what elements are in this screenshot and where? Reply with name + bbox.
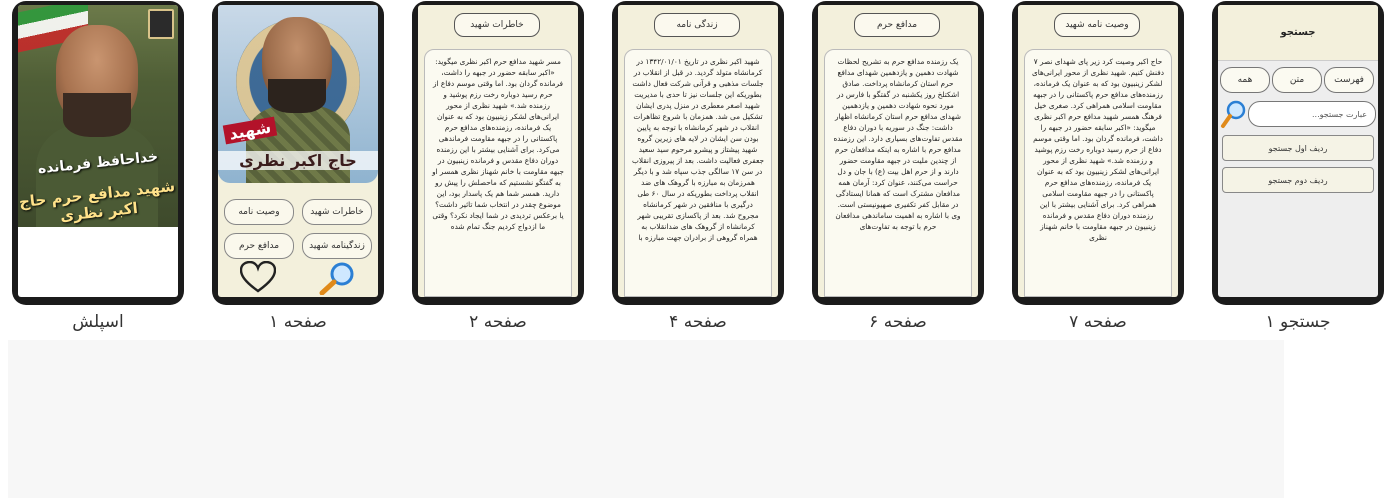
screen-label: اسپلش [72, 312, 124, 332]
article-text[interactable]: حاج اکبر وصیت کرد زیر پای شهدای نصر ۷ دفنش کنیم. شهید نظری از محور ایرانی‌های لشکر زینبیون بود که به عنوان یک فرمانده، رزمنده‌های مدافع حرم پاکستانی را در جبهه مقاومت اسلامی همراهی کرد. صغری خیل فرهنگ همسر شهید مدافع حرم اکبر نظری میگوید: «اکبر سابقه حضور در جبهه را داشت، فرمانده گردان بود. اما وقتی موسم دفاع از حرم رسید دوباره رخت رزم پوشید و رزمنده شد.» شهید نظری از محور ایرانی‌های لشکر زینبیون بود که به عنوان یک فرمانده، رزمنده‌های مدافع حرم پاکستانی را در جبهه مقاومت اسلامی همراهی کرد. برای آشنایی بیشتر با این رزمنده دوران دفاع مقدس و فرمانده زینبیون در جبهه مقاومت با خانم شهناز نظری [1024, 49, 1172, 297]
portrait-beard [268, 79, 326, 113]
search-title: جستجو [1218, 5, 1378, 61]
chip-index[interactable]: فهرست [1324, 67, 1374, 93]
chip-all[interactable]: همه [1220, 67, 1270, 93]
splash-screen [18, 5, 178, 297]
page4-screen [618, 5, 778, 297]
page-title: خاطرات شهید [454, 13, 540, 37]
search-screen [1218, 5, 1378, 297]
martyr-name: حاج اکبر نظری [218, 151, 378, 170]
search-input[interactable]: عبارت جستجو... [1248, 101, 1376, 127]
header-portrait [218, 5, 378, 183]
phone-search [1212, 1, 1384, 305]
article-text[interactable]: یک رزمنده مدافع حرم به تشریح لحظات شهادت دهمین و یازدهمین شهدای مدافع حرم استان کرمانشاه پرداخت. صادق اشکتلخ روز یکشنبه در گفتگو با فارس در مورد نحوه شهادت دهمین و یازدهمین شهدای مدافع حرم استان کرمانشاه اظهار داشت: جنگ در سوریه با دوران دفاع مقدس تفاوت‌های بسیاری دارد. این رزمنده مدافع حرم با اشاره به اینکه مدافعان حرم از چندین ملیت در جبهه مقاومت حضور دارند و از حرم اهل بیت (ع) با جان و دل حراست می‌کنند، عنوان کرد: آرمان همه مدافعان مشترک است که همانا ایستادگی در مقابل کفر تکفیری صهیونیستی است. وی با اشاره به اهمیت ساماندهی مدافعان حرم با توجه به تفاوت‌های [824, 49, 972, 297]
screen-label: جستجو ۱ [1265, 312, 1331, 332]
article-text[interactable]: شهید اکبر نظری در تاریخ ۱۳۴۲/۰۱/۰۱ در کرمانشاه متولد گردید. در قبل از انقلاب در جلسات مذهبی و قرآنی شرکت فعال داشت بطوریکه این جلسات نیز تا حدی با مدیریت شهید اصغر معطری در منزل پدری ایشان تشکیل می شد. همزمان با شروع تظاهرات انقلاب در شهر کرمانشاه با توجه به پایین بودن سن ایشان در لایه های زیرین گروه شهید پیشتاز و پیشرو مرحوم سید سعید جعفری فعالیت داشت. بعد از پیروزی انقلاب در سن ۱۷ سالگی جذب سپاه شد و با دیگر همرزمان به مبارزه با گروهک های ضد انقلاب پرداخت بطوریکه در سال ۶۰ طی درگیری با منافقین در شهر کرمانشاه مجروح شد. بعد از پاکسازی تقریبی شهر کرمانشاه از گروهک های ضدانقلاب به همراه گروهی از برادران جهت مبارزه با [624, 49, 772, 297]
page-title: زندگی نامه [654, 13, 740, 37]
page-title: مدافع حرم [854, 13, 940, 37]
phone-page1 [212, 1, 384, 305]
background-band [8, 340, 1284, 498]
screen-label: صفحه ۷ [1069, 312, 1127, 332]
screen-label: صفحه ۶ [869, 312, 927, 332]
phone-page2 [412, 1, 584, 305]
shahid-badge: شهید [223, 117, 278, 145]
phone-page6 [812, 1, 984, 305]
search-row-second[interactable]: ردیف دوم جستجو [1222, 167, 1374, 193]
splash-photo [18, 5, 178, 227]
defenders-button[interactable]: مدافع حرم [224, 233, 294, 259]
page7-screen [1018, 5, 1178, 297]
search-row-first[interactable]: ردیف اول جستجو [1222, 135, 1374, 161]
biography-button[interactable]: زندگینامه شهید [302, 233, 372, 259]
portrait-uniform [246, 105, 350, 183]
page2-screen [418, 5, 578, 297]
screen-label: صفحه ۱ [269, 312, 327, 332]
chip-text[interactable]: متن [1272, 67, 1322, 93]
leader-portrait [148, 9, 174, 39]
phone-page7 [1012, 1, 1184, 305]
splash-caption-top: خداحافظ فرمانده [37, 148, 159, 178]
portrait-beard [63, 93, 131, 137]
heart-icon[interactable] [240, 261, 276, 293]
splash-caption-bottom: شهید مدافع حرم حاج اکبر نظری [18, 176, 176, 225]
screen-label: صفحه ۴ [669, 312, 727, 332]
memories-button[interactable]: خاطرات شهید [302, 199, 372, 225]
phone-page4 [612, 1, 784, 305]
page1-screen [218, 5, 378, 297]
will-button[interactable]: وصیت نامه [224, 199, 294, 225]
page6-screen [818, 5, 978, 297]
magnifier-icon[interactable] [1220, 99, 1248, 129]
magnifier-icon[interactable] [318, 261, 358, 295]
screen-label: صفحه ۲ [469, 312, 527, 332]
phone-splash [12, 1, 184, 305]
article-text[interactable]: مسر شهید مدافع حرم اکبر نظری میگوید: «اکبر سابقه حضور در جبهه را داشت، فرمانده گردان بود. اما وقتی موسم دفاع از حرم رسید دوباره رخت رزم پوشید و رزمنده شد.» شهید نظری از محور ایرانی‌های لشکر زینبیون بود که به عنوان یک فرمانده، رزمنده‌های مدافع حرم پاکستانی را در جبهه مقاومت فرماندهی می‌کرد. برای آشنایی بیشتر با این رزمنده دوران دفاع مقدس و فرمانده زینبیون در جبهه مقاومت با خانم شهناز نظری همسر او به گفتگو نشستیم که ماحصلش را پیش رو دارید. همسر شما هم یک پاسدار بود، این موضوع چقدر در انتخاب شما تاثیر داشت؟ یا برعکس تردیدی در شما ایجاد نکرد؟ وقتی ما ازدواج کردیم جنگ تمام شده [424, 49, 572, 297]
page-title: وصیت نامه شهید [1054, 13, 1140, 37]
